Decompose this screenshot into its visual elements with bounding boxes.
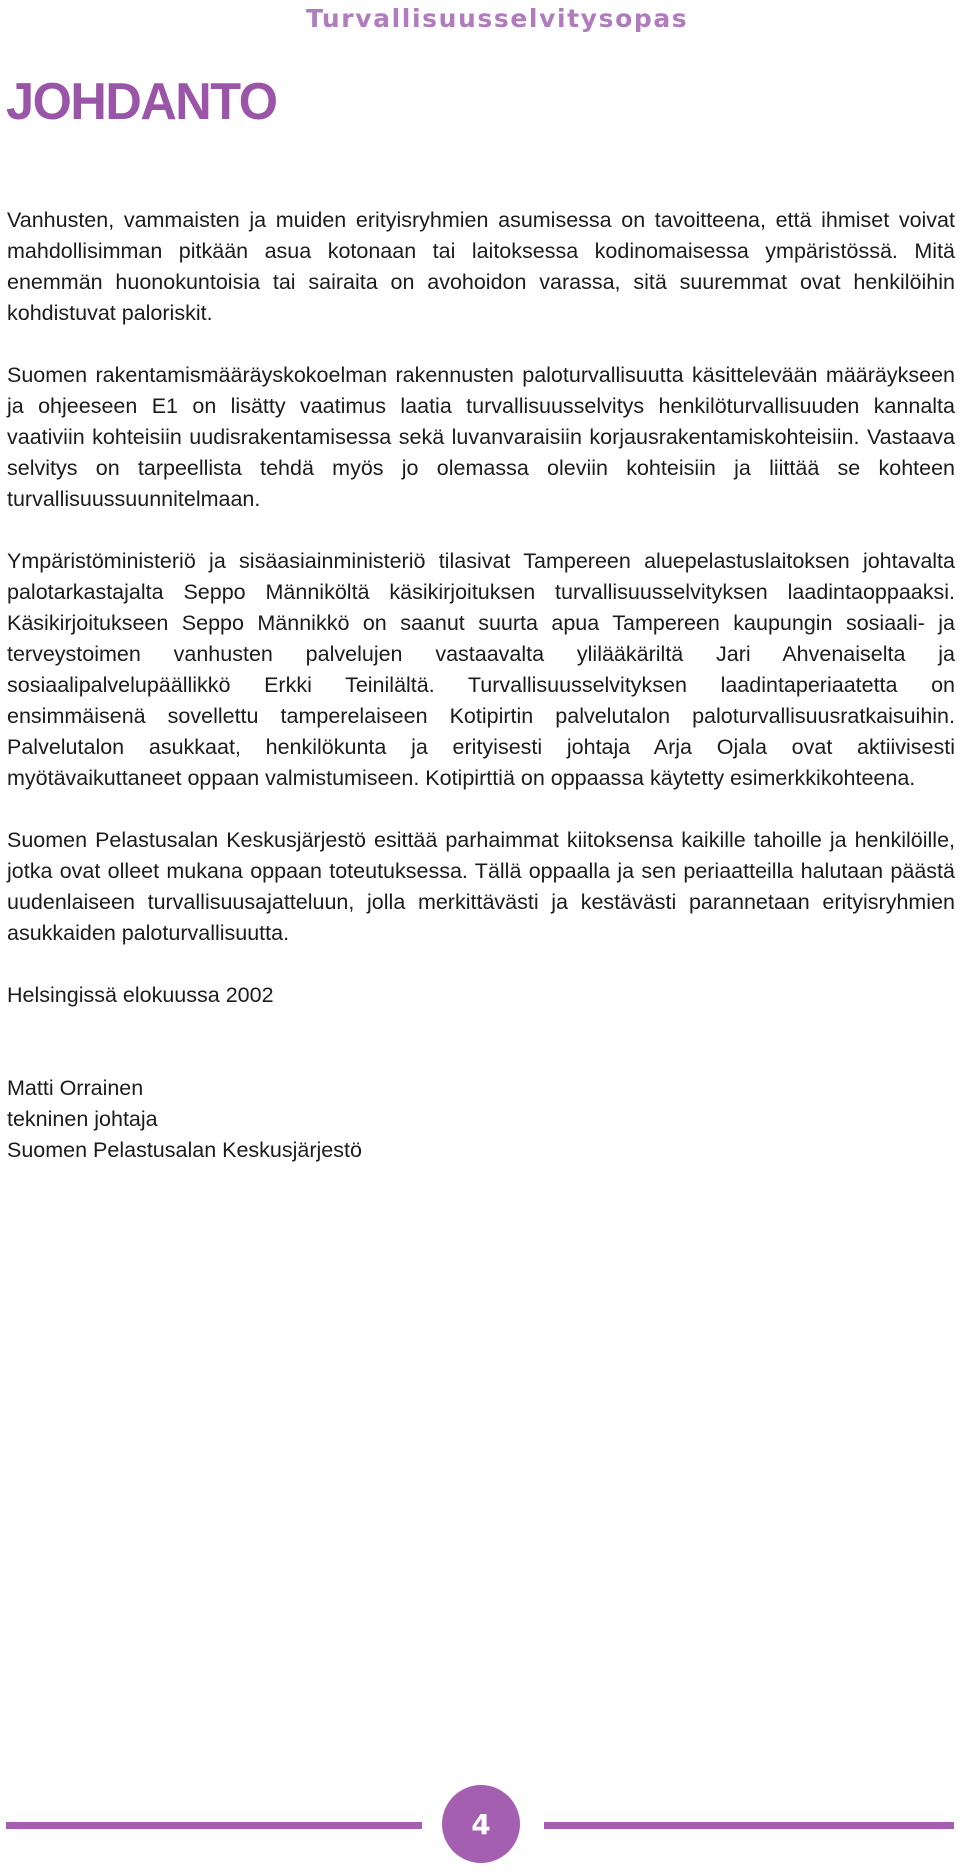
body-text xyxy=(7,205,955,1166)
paragraph-thanks: Suomen Pelastusalan Keskusjärjestö esittää parhaimmat kiitoksensa kaikille tahoille ja henkilöille, jotka ovat olleet mukana oppaan toteutuksessa. Tällä oppaalla ja sen periaatteilla halutaan päästä uudenlaiseen turvallisuusajatteluun, jolla merkittävästi ja kestävästi parannetaan erityisryhmien asukkaiden paloturvallisuutta. xyxy=(7,828,955,945)
signature-title: tekninen johtaja xyxy=(7,1107,158,1131)
signature-name: Matti Orrainen xyxy=(7,1076,144,1100)
page-footer xyxy=(0,1780,960,1870)
footer-rule-right xyxy=(544,1822,954,1829)
paragraph-regulation: Suomen rakentamismääräyskokoelman rakennusten paloturvallisuutta käsittelevään määräykseen ja ohjeeseen E1 on lisätty vaatimus laatia turvallisuusselvitys henkilöturvallisuuden kannalta vaativiin kohteisiin uudisrakentamisessa sekä luvanvaraisiin korjausrakentamiskohteisiin. Vastaava selvitys on tarpeellista tehdä myös jo olemassa oleviin kohteisiin ja liittää se kohteen turvallisuussuunnitelmaan. xyxy=(7,363,955,511)
running-header: Turvallisuusselvitysopas xyxy=(306,4,689,33)
footer-rule-left xyxy=(6,1822,422,1829)
signature-organization: Suomen Pelastusalan Keskusjärjestö xyxy=(7,1138,362,1162)
date-line: Helsingissä elokuussa 2002 xyxy=(7,983,274,1007)
paragraph-intro: Vanhusten, vammaisten ja muiden erityisryhmien asumisessa on tavoitteena, että ihmiset voivat mahdollisimman pitkään asua kotonaan tai laitoksessa kodinomaisessa ympäristössä. Mitä enemmän huonokuntoisia tai sairaita on avohoidon varassa, sitä suuremmat ovat henkilöihin kohdistuvat paloriskit. xyxy=(7,208,955,325)
page-title: JOHDANTO xyxy=(6,73,277,131)
paragraph-acknowledgement-authors: Ympäristöministeriö ja sisäasiainministeriö tilasivat Tampereen aluepelastuslaitoksen johtavalta palotarkastajalta Seppo Männiköltä käsikirjoituksen turvallisuusselvityksen laadintaoppaaksi. Käsikirjoitukseen Seppo Männikkö on saanut suurta apua Tampereen kaupungin sosiaali- ja terveystoimen vanhusten palvelujen vastaavalta ylilääkäriltä Jari Ahvenaiselta ja sosiaalipalvelupäällikkö Erkki Teinilältä. Turvallisuusselvityksen laadintaperiaatetta on ensimmäisenä sovellettu tamperelaiseen Kotipirtin palvelutalon paloturvallisuusratkaisuihin. Palvelutalon asukkaat, henkilökunta ja erityisesti johtaja Arja Ojala ovat aktiivisesti myötävaikuttaneet oppaan valmistumiseen. Kotipirttiä on oppaassa käytetty esimerkkikohteena. xyxy=(7,549,955,790)
signature-block xyxy=(7,1073,955,1166)
page-number: 4 xyxy=(471,1807,491,1841)
page-number-badge xyxy=(442,1785,520,1863)
